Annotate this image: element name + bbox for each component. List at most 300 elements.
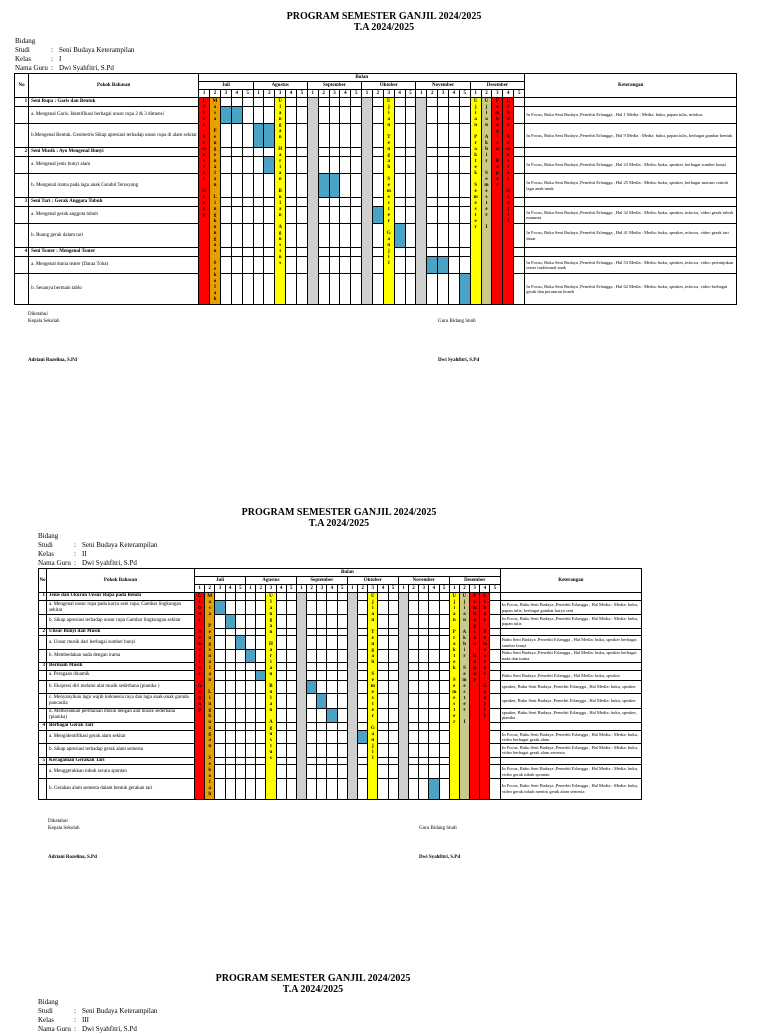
row-number (39, 649, 47, 662)
vertical-label-column: L i b u r S e m e s t e r G a n j i l (503, 98, 514, 305)
week-cell (378, 730, 388, 743)
row-number (39, 680, 47, 693)
row-number (39, 708, 47, 722)
week-cell (439, 778, 449, 799)
week-header: 4 (503, 90, 514, 98)
vertical-label-column (296, 593, 306, 800)
week-cell (419, 636, 429, 649)
week-cell (235, 615, 245, 628)
month-header: Oktober (347, 577, 398, 585)
week-cell (307, 649, 317, 662)
week-header: 5 (405, 90, 416, 98)
month-header: Juli (195, 577, 246, 585)
week-cell (388, 600, 398, 614)
vertical-label-column: U j i a n T e n g a h S e m e s t e r G a n j i l (368, 593, 378, 800)
week-cell (327, 708, 337, 722)
row-number: 3 (15, 198, 29, 207)
keterangan-cell: In Focus, Buku Seni Budaya ,Penerbit Erlangga , Hal Media : Media: buku, video berbagai gerak alam (500, 730, 641, 743)
week-cell (439, 765, 449, 778)
week-header: 5 (235, 585, 245, 593)
week-cell (307, 600, 317, 614)
week-cell (490, 649, 500, 662)
week-cell (490, 708, 500, 722)
week-cell (358, 708, 368, 722)
week-cell (307, 765, 317, 778)
week-cell (327, 694, 337, 708)
week-cell (317, 694, 327, 708)
week-cell (408, 649, 418, 662)
month-header: Oktober (362, 82, 416, 90)
week-cell (256, 757, 266, 765)
week-cell (276, 694, 286, 708)
week-cell (317, 778, 327, 799)
week-header: 5 (337, 585, 347, 593)
signature-left: Diketahui Kepala Sekolah Adriani Rozelina, S.Pd (28, 312, 77, 363)
week-cell (337, 723, 347, 731)
week-cell (429, 628, 439, 636)
row-number: 4 (39, 723, 47, 731)
week-cell (490, 778, 500, 799)
week-cell (235, 778, 245, 799)
keterangan-cell: Buku Seni Budaya ,Penerbit Erlangga , Hal Media: buku, speaker berbagai sumber bunyi (500, 636, 641, 649)
week-cell (378, 765, 388, 778)
week-cell (225, 778, 235, 799)
row-number: 4 (15, 248, 29, 257)
vertical-label-column: P e m b a g i a n R a p o r (470, 593, 480, 800)
week-cell (429, 757, 439, 765)
header-bulan: Bulan (199, 74, 525, 82)
header-no: No (15, 74, 29, 98)
week-cell (215, 670, 225, 680)
topic-cell: Keragaman Gerakan Tari (47, 757, 195, 765)
week-cell (337, 628, 347, 636)
topic-cell: b.Mengenal Bentuk. Geometris Sikap apresiasi terhadap unsur rupa di alam sekitar (29, 124, 199, 148)
week-cell (408, 708, 418, 722)
week-cell (337, 649, 347, 662)
week-cell (408, 757, 418, 765)
week-cell (439, 593, 449, 601)
keterangan-cell: In Focus, Buku Seni Budaya ,Penerbit Erlangga , Hal Media : Media: buku, video gerak tubuh meniru gerak alam semesta (500, 778, 641, 799)
row-number (39, 615, 47, 628)
week-cell (307, 680, 317, 693)
vertical-label-column: M a s a P e n g e n a l a n L i n g k u n g a n S e k o l a h (205, 593, 215, 800)
week-cell (245, 730, 255, 743)
week-cell (419, 723, 429, 731)
week-cell (439, 708, 449, 722)
week-cell (388, 757, 398, 765)
week-cell (225, 628, 235, 636)
week-cell (358, 744, 368, 757)
week-header: 1 (362, 90, 373, 98)
week-cell (276, 765, 286, 778)
week-cell (225, 744, 235, 757)
week-header: 2 (408, 585, 418, 593)
week-cell (286, 663, 296, 671)
week-header: 3 (275, 90, 286, 98)
week-cell (419, 670, 429, 680)
month-header: Juli (199, 82, 253, 90)
week-cell (439, 730, 449, 743)
week-cell (378, 744, 388, 757)
week-cell (276, 723, 286, 731)
week-cell (317, 663, 327, 671)
week-cell (439, 663, 449, 671)
row-number (39, 744, 47, 757)
week-cell (245, 636, 255, 649)
week-cell (276, 708, 286, 722)
vertical-label-column: L i b u r S e m e s t e r G a n j i l (480, 593, 490, 800)
topic-cell: a. Mengenal unsur rupa pada karya seni rupa, Gambar lingkungan sekitar (47, 600, 195, 614)
week-cell (327, 636, 337, 649)
week-cell (388, 593, 398, 601)
program-section-3 (0, 960, 768, 1033)
week-cell (286, 670, 296, 680)
vertical-label-column: U j i a n P r a k t e k S e m e s t e r (449, 593, 459, 800)
week-header: 3 (368, 585, 378, 593)
week-cell (235, 649, 245, 662)
week-cell (490, 663, 500, 671)
week-cell (317, 730, 327, 743)
week-cell (286, 600, 296, 614)
week-cell (215, 778, 225, 799)
week-cell (235, 680, 245, 693)
week-cell (429, 600, 439, 614)
week-cell (276, 730, 286, 743)
week-cell (276, 600, 286, 614)
week-cell (408, 723, 418, 731)
week-cell (327, 600, 337, 614)
week-cell (408, 600, 418, 614)
week-cell (408, 593, 418, 601)
vertical-label-column: L i b u r S e m e s t e r G e n a p (199, 98, 210, 305)
week-cell (317, 670, 327, 680)
week-header: 5 (490, 585, 500, 593)
topic-cell: Seni Rupa : Garis dan Bentuk (29, 98, 199, 107)
week-header: 1 (296, 585, 306, 593)
week-cell (286, 730, 296, 743)
page-title: PROGRAM SEMESTER GANJIL 2024/2025 T.A 2024/2025 (215, 973, 411, 995)
week-cell (439, 628, 449, 636)
keterangan-cell: In Focus, Buku Seni Budaya ,Penerbit Erlangga , Hal 62 Media : Media: buku, speaker, infocus, video berbagai gerak dan peraturan boneh (525, 274, 737, 305)
week-cell (327, 649, 337, 662)
week-cell (327, 628, 337, 636)
header-ket: Keterangan (500, 569, 641, 593)
week-cell (378, 680, 388, 693)
schedule-table (38, 568, 642, 800)
week-cell (225, 694, 235, 708)
week-header: 3 (383, 90, 394, 98)
week-cell (225, 680, 235, 693)
topic-cell: Seni Teater : Mengenal Teater (29, 248, 199, 257)
meta-block: Bidang Studi : Seni Budaya Keterampilan Kelas : I Nama Guru : Dwi Syahfitri, S.Pd (15, 37, 135, 72)
week-cell (378, 615, 388, 628)
month-header: Desember (470, 82, 525, 90)
week-cell (419, 778, 429, 799)
week-cell (419, 680, 429, 693)
header-topic: Pokok Bahasan (47, 569, 195, 593)
week-cell (378, 778, 388, 799)
week-cell (286, 628, 296, 636)
week-header: 2 (264, 90, 275, 98)
week-cell (286, 708, 296, 722)
week-header: 4 (480, 585, 490, 593)
week-cell (419, 663, 429, 671)
week-cell (378, 636, 388, 649)
week-header: 3 (220, 90, 231, 98)
meta-block: Bidang Studi : Seni Budaya Keterampilan Kelas : III Nama Guru : Dwi Syahfitri, S.Pd (38, 998, 158, 1033)
week-cell (337, 680, 347, 693)
week-header: 1 (245, 585, 255, 593)
week-cell (225, 757, 235, 765)
week-cell (256, 744, 266, 757)
week-cell (276, 778, 286, 799)
week-cell (419, 765, 429, 778)
month-header: Agustus (245, 577, 296, 585)
week-cell (388, 694, 398, 708)
week-cell (225, 636, 235, 649)
topic-cell: Bermain Musik (47, 663, 195, 671)
week-cell (429, 680, 439, 693)
keterangan-cell: In Focus, Buku Seni Budaya ,Penerbit Erlangga , Hal Media : Media: buku, papan tulis (500, 615, 641, 628)
header-bulan: Bulan (195, 569, 501, 577)
week-cell (378, 600, 388, 614)
vertical-label-column (347, 593, 357, 800)
week-cell (388, 778, 398, 799)
vertical-label-column: U j i a n A k h i r S e m e s t e r I (459, 593, 469, 800)
week-cell (307, 730, 317, 743)
week-cell (490, 670, 500, 680)
row-number: 1 (39, 593, 47, 601)
keterangan-cell (500, 757, 641, 765)
week-header: 4 (327, 585, 337, 593)
row-number: 1 (15, 98, 29, 107)
week-cell (439, 600, 449, 614)
week-cell (215, 757, 225, 765)
week-cell (358, 615, 368, 628)
week-cell (235, 765, 245, 778)
week-cell (429, 663, 439, 671)
week-cell (215, 636, 225, 649)
week-cell (337, 615, 347, 628)
week-cell (337, 694, 347, 708)
week-cell (378, 757, 388, 765)
week-cell (225, 730, 235, 743)
week-cell (245, 628, 255, 636)
week-cell (215, 593, 225, 601)
week-header: 4 (340, 90, 351, 98)
week-cell (439, 615, 449, 628)
vertical-label-column: U l a n g a n H a r i a n B u l a n A g u s t u s (275, 98, 286, 305)
week-cell (225, 708, 235, 722)
week-cell (225, 593, 235, 601)
week-header: 2 (307, 585, 317, 593)
topic-cell: b. Ekspresi diri melalui alat musik sederhana (pianika ) (47, 680, 195, 693)
week-cell (286, 744, 296, 757)
week-header: 5 (439, 585, 449, 593)
week-cell (327, 670, 337, 680)
week-cell (245, 600, 255, 614)
week-cell (256, 778, 266, 799)
week-cell (225, 600, 235, 614)
week-cell (439, 723, 449, 731)
week-cell (419, 628, 429, 636)
week-cell (307, 757, 317, 765)
week-cell (307, 778, 317, 799)
week-cell (245, 694, 255, 708)
week-cell (256, 628, 266, 636)
week-cell (286, 593, 296, 601)
week-cell (439, 757, 449, 765)
topic-cell: b. Ruang gerak dalam tari (29, 224, 199, 248)
week-cell (307, 663, 317, 671)
keterangan-cell: In Focus, Buku Seni Budaya ,Penerbit Erlangga , Hal 23 Media : Media: buku, speaker, berbagai sumber bunyi (525, 157, 737, 174)
week-cell (408, 765, 418, 778)
vertical-label-column: U j i a n P r a k t e k S e m e s t e r (470, 98, 481, 305)
week-cell (256, 636, 266, 649)
week-cell (490, 757, 500, 765)
week-cell (378, 628, 388, 636)
week-cell (286, 723, 296, 731)
week-cell (337, 708, 347, 722)
week-cell (215, 615, 225, 628)
week-header: 1 (253, 90, 264, 98)
week-cell (276, 680, 286, 693)
week-cell (419, 757, 429, 765)
week-cell (439, 649, 449, 662)
keterangan-cell: speaker, Buku Seni Budaya ,Penerbit Erlangga , Hal Media: buku, speaker, pianika (500, 708, 641, 722)
week-cell (235, 723, 245, 731)
week-cell (225, 670, 235, 680)
week-cell (419, 649, 429, 662)
week-cell (235, 600, 245, 614)
week-cell (256, 649, 266, 662)
week-cell (388, 730, 398, 743)
week-cell (439, 636, 449, 649)
week-header: 3 (438, 90, 449, 98)
row-number: 2 (15, 148, 29, 157)
week-cell (358, 636, 368, 649)
week-header: 5 (296, 90, 307, 98)
week-cell (286, 649, 296, 662)
week-cell (388, 708, 398, 722)
week-cell (419, 694, 429, 708)
week-cell (490, 615, 500, 628)
week-cell (429, 615, 439, 628)
week-cell (286, 694, 296, 708)
topic-cell: a. Menggerakkan tubuh secara spontan (47, 765, 195, 778)
week-header: 4 (394, 90, 405, 98)
week-cell (317, 723, 327, 731)
week-cell (235, 593, 245, 601)
week-cell (256, 730, 266, 743)
month-header: November (398, 577, 449, 585)
month-header: September (307, 82, 361, 90)
week-cell (327, 663, 337, 671)
week-cell (490, 765, 500, 778)
week-cell (358, 757, 368, 765)
row-number: 5 (39, 757, 47, 765)
keterangan-cell: In Focus, Buku Seni Budaya ,Penerbit Erlangga , Hal Media : Media: buku, papan tulis, berbagai gambar karya seni (500, 600, 641, 614)
vertical-label-column: L i b u r S e m e s t e r G e n a p (195, 593, 205, 800)
topic-cell: d. Memerankan permainan musik dengan alat musik sederhana (pianika) (47, 708, 195, 722)
week-cell (408, 730, 418, 743)
week-header: 5 (388, 585, 398, 593)
page-title: PROGRAM SEMESTER GANJIL 2024/2025 T.A 2024/2025 (286, 11, 482, 33)
week-cell (327, 744, 337, 757)
week-cell (337, 600, 347, 614)
week-cell (337, 670, 347, 680)
week-cell (245, 765, 255, 778)
week-cell (337, 730, 347, 743)
week-cell (276, 670, 286, 680)
week-cell (307, 723, 317, 731)
week-cell (388, 723, 398, 731)
week-cell (358, 723, 368, 731)
week-cell (429, 744, 439, 757)
week-header: 2 (459, 585, 469, 593)
week-cell (235, 744, 245, 757)
week-cell (419, 615, 429, 628)
week-cell (256, 694, 266, 708)
week-cell (307, 615, 317, 628)
week-cell (215, 680, 225, 693)
week-cell (358, 765, 368, 778)
week-cell (490, 680, 500, 693)
week-header: 1 (416, 90, 427, 98)
week-cell (215, 600, 225, 614)
week-cell (388, 744, 398, 757)
week-cell (408, 744, 418, 757)
week-cell (378, 708, 388, 722)
week-cell (337, 778, 347, 799)
week-cell (378, 593, 388, 601)
week-cell (245, 757, 255, 765)
row-number (39, 694, 47, 708)
row-number (39, 636, 47, 649)
week-cell (408, 663, 418, 671)
topic-cell: a. Mengenal gerak anggota tubuh (29, 207, 199, 224)
row-number (39, 670, 47, 680)
week-cell (419, 593, 429, 601)
signature-left: Diketahui Kepala Sekolah Adriani Rozelina, S.Pd (48, 819, 97, 860)
topic-cell: Jenis dan Ukuran Unsur Rupa pada Benda (47, 593, 195, 601)
week-cell (327, 765, 337, 778)
week-cell (235, 670, 245, 680)
week-header: 2 (481, 90, 492, 98)
week-cell (358, 670, 368, 680)
week-cell (358, 649, 368, 662)
week-header: 3 (470, 585, 480, 593)
week-header: 3 (266, 585, 276, 593)
week-cell (256, 600, 266, 614)
week-cell (307, 593, 317, 601)
week-cell (429, 694, 439, 708)
week-cell (307, 670, 317, 680)
week-header: 1 (398, 585, 408, 593)
week-cell (307, 628, 317, 636)
week-cell (215, 730, 225, 743)
week-cell (388, 680, 398, 693)
topic-cell: b. Membedakan nada dengan irama (47, 649, 195, 662)
week-cell (419, 708, 429, 722)
week-cell (256, 680, 266, 693)
week-header: 3 (317, 585, 327, 593)
week-header: 5 (514, 90, 525, 98)
keterangan-cell: In Focus, Buku Seni Budaya ,Penerbit Erlangga , Hal 32 Media : Media: buku, speaker, infocus, video gerak tubuh manusia (525, 207, 737, 224)
week-cell (358, 730, 368, 743)
week-header: 5 (242, 90, 253, 98)
topic-cell: a. Mengenal jenis bunyi alam (29, 157, 199, 174)
